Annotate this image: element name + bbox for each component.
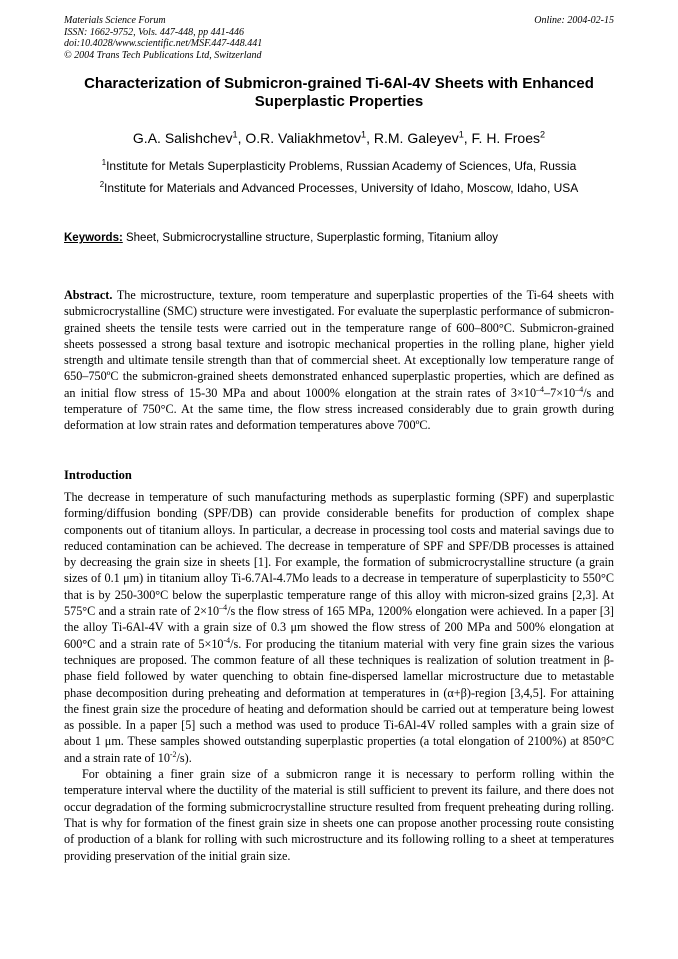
affiliation-2 bbox=[40, 180, 638, 196]
journal-name: Materials Science Forum bbox=[64, 15, 166, 26]
author-affiliation-mark: 1 bbox=[458, 129, 464, 140]
affiliation-text: Institute for Materials and Advanced Processes, University of Idaho, Moscow, Idaho, USA bbox=[104, 181, 579, 195]
intro-text: The decrease in temperature of such manufacturing methods as superplastic forming (SPF) and superplastic forming/diffusion bonding (SPF/DB) can provide considerable benefits for production of complex shape components out of titanium alloys. In particular, a decrease in processing tool costs and material savings due to reduced contamination can be achieved. The decrease in temperature of SPF and SPF/DB processes is attained by decreasing the grain size in sheets [1]. For example, the formation of submicrocrystalline structure (a grain sizes of 0.1 μm) in titanium alloy Ti-6.7Al-4.7Mo leads to a decrease in temperature of superplasticity to 550°C that is by 250-300°C below the superplastic temperature range of this alloy with micron-sized grains [2,3]. At 575°C and a strain rate of 2×10 bbox=[64, 490, 614, 619]
intro-text: /s. For producing the titanium material with very fine grain sizes the various techniques are proposed. The common feature of all these techniques is realization of solution treatment in β-phase field followed by water quenching to obtain fine-dispersed lamellar microstructure due to metastable phase decomposition during preheating and deformation at temperatures in (α+β)-region [3,4,5]. For attaining the finest grain size the procedure of heating and deformation should be carried out at temperature being lowest as possible. In a paper [5] such a method was used to produce Ti-6Al-4V rolled samples with a grain size of about 1 μm. These samples showed outstanding superplastic properties (a total elongation of 2100%) at 850°C and a strain rate of 10 bbox=[64, 636, 614, 765]
keywords bbox=[64, 231, 614, 246]
journal-header bbox=[64, 15, 262, 61]
affiliation-1 bbox=[40, 158, 638, 174]
intro-text: /s the flow stress of 165 MPa, 1200% elongation were achieved. In a paper [3] the alloy Ti-6Al-4V with a grain size of 0.3 μm showed the flow stress of 200 MPa and 500% elongation at 600°C and a strain rate of 5×10 bbox=[64, 604, 614, 651]
author-separator: , bbox=[366, 130, 374, 146]
exponent: –4 bbox=[536, 384, 544, 394]
online-date: Online: 2004-02-15 bbox=[534, 15, 614, 26]
abstract-text: The microstructure, texture, room temperature and superplastic properties of the Ti-64 sheets with submicrocrystalline (SMC) structure were investigated. For evaluate the superplastic performance of submicron-grained sheets the tensile tests were carried out in the temperature range of 600–800°C. Submicron-grained sheets possessed a strong basal texture and isotropic mechanical properties in the rolling plane, higher yield strength and ultimate tensile strength than that of commercial sheet. At exceptionally low temperature range of 650–750ºC the submicron-grained sheets demonstrated enhanced superplastic properties, which are defined as an initial flow stress of 15-30 MPa and about 1000% elongation at the strain rates of 3×10 bbox=[64, 288, 614, 400]
author-name: R.M. Galeyev bbox=[373, 130, 459, 146]
affiliation-number: 2 bbox=[99, 180, 105, 189]
copyright-line: © 2004 Trans Tech Publications Ltd, Switzerland bbox=[64, 49, 262, 61]
introduction-body bbox=[64, 489, 614, 864]
keywords-text: Sheet, Submicrocrystalline structure, Superplastic forming, Titanium alloy bbox=[122, 232, 498, 244]
author-separator: , bbox=[463, 130, 472, 146]
affiliation-text: Institute for Metals Superplasticity Problems, Russian Academy of Sciences, Ufa, Russia bbox=[106, 159, 577, 173]
exponent: –4 bbox=[575, 384, 584, 394]
affiliation-number: 1 bbox=[101, 158, 107, 167]
intro-paragraph: For obtaining a finer grain size of a submicron range it is necessary to perform rolling within the temperature interval where the ductility of the material is still sufficient to prevent its failure, and there does not occur degradation of the forming submicrocrystalline structure resulted from frequent preheating during rolling. That is why for formation of the finest grain size in sheets one can propose another processing route consisting of production of a blank for rolling with such microstructure and its following rolling to a sheet at temperatures providing preservation of the initial grain size. bbox=[64, 767, 614, 863]
exponent: –4 bbox=[219, 603, 228, 613]
abstract bbox=[64, 287, 614, 434]
abstract-label: Abstract. bbox=[64, 288, 113, 302]
intro-text: /s). bbox=[176, 750, 192, 765]
exponent: -4 bbox=[223, 635, 231, 645]
author-name: O.R. Valiakhmetov bbox=[245, 130, 362, 146]
author-list bbox=[40, 128, 638, 148]
author-separator: , bbox=[237, 130, 246, 146]
author-affiliation-mark: 1 bbox=[361, 129, 367, 140]
author-name: F. H. Froes bbox=[471, 130, 541, 146]
author-affiliation-mark: 2 bbox=[540, 129, 546, 140]
intro-paragraph bbox=[64, 489, 614, 766]
author-name: G.A. Salishchev bbox=[132, 130, 233, 146]
doi-line: doi:10.4028/www.scientific.net/MSF.447-448.441 bbox=[64, 38, 263, 49]
abstract-text: /s and temperature of 750°C. At the same time, the flow stress increased considerably due to grain growth during deformation at low strain rates and deformation temperatures above 700ºC. bbox=[64, 385, 614, 433]
exponent: -2 bbox=[169, 749, 177, 759]
keywords-label: Keywords: bbox=[64, 232, 123, 244]
paper-title: Characterization of Submicron-grained Ti-6Al-4V Sheets with Enhanced Superplastic Properties bbox=[84, 75, 594, 110]
section-heading-introduction: Introduction bbox=[64, 468, 132, 482]
abstract-text: –7×10 bbox=[544, 385, 576, 400]
author-affiliation-mark: 1 bbox=[232, 129, 238, 140]
issn-line: ISSN: 1662-9752, Vols. 447-448, pp 441-446 bbox=[64, 26, 244, 38]
